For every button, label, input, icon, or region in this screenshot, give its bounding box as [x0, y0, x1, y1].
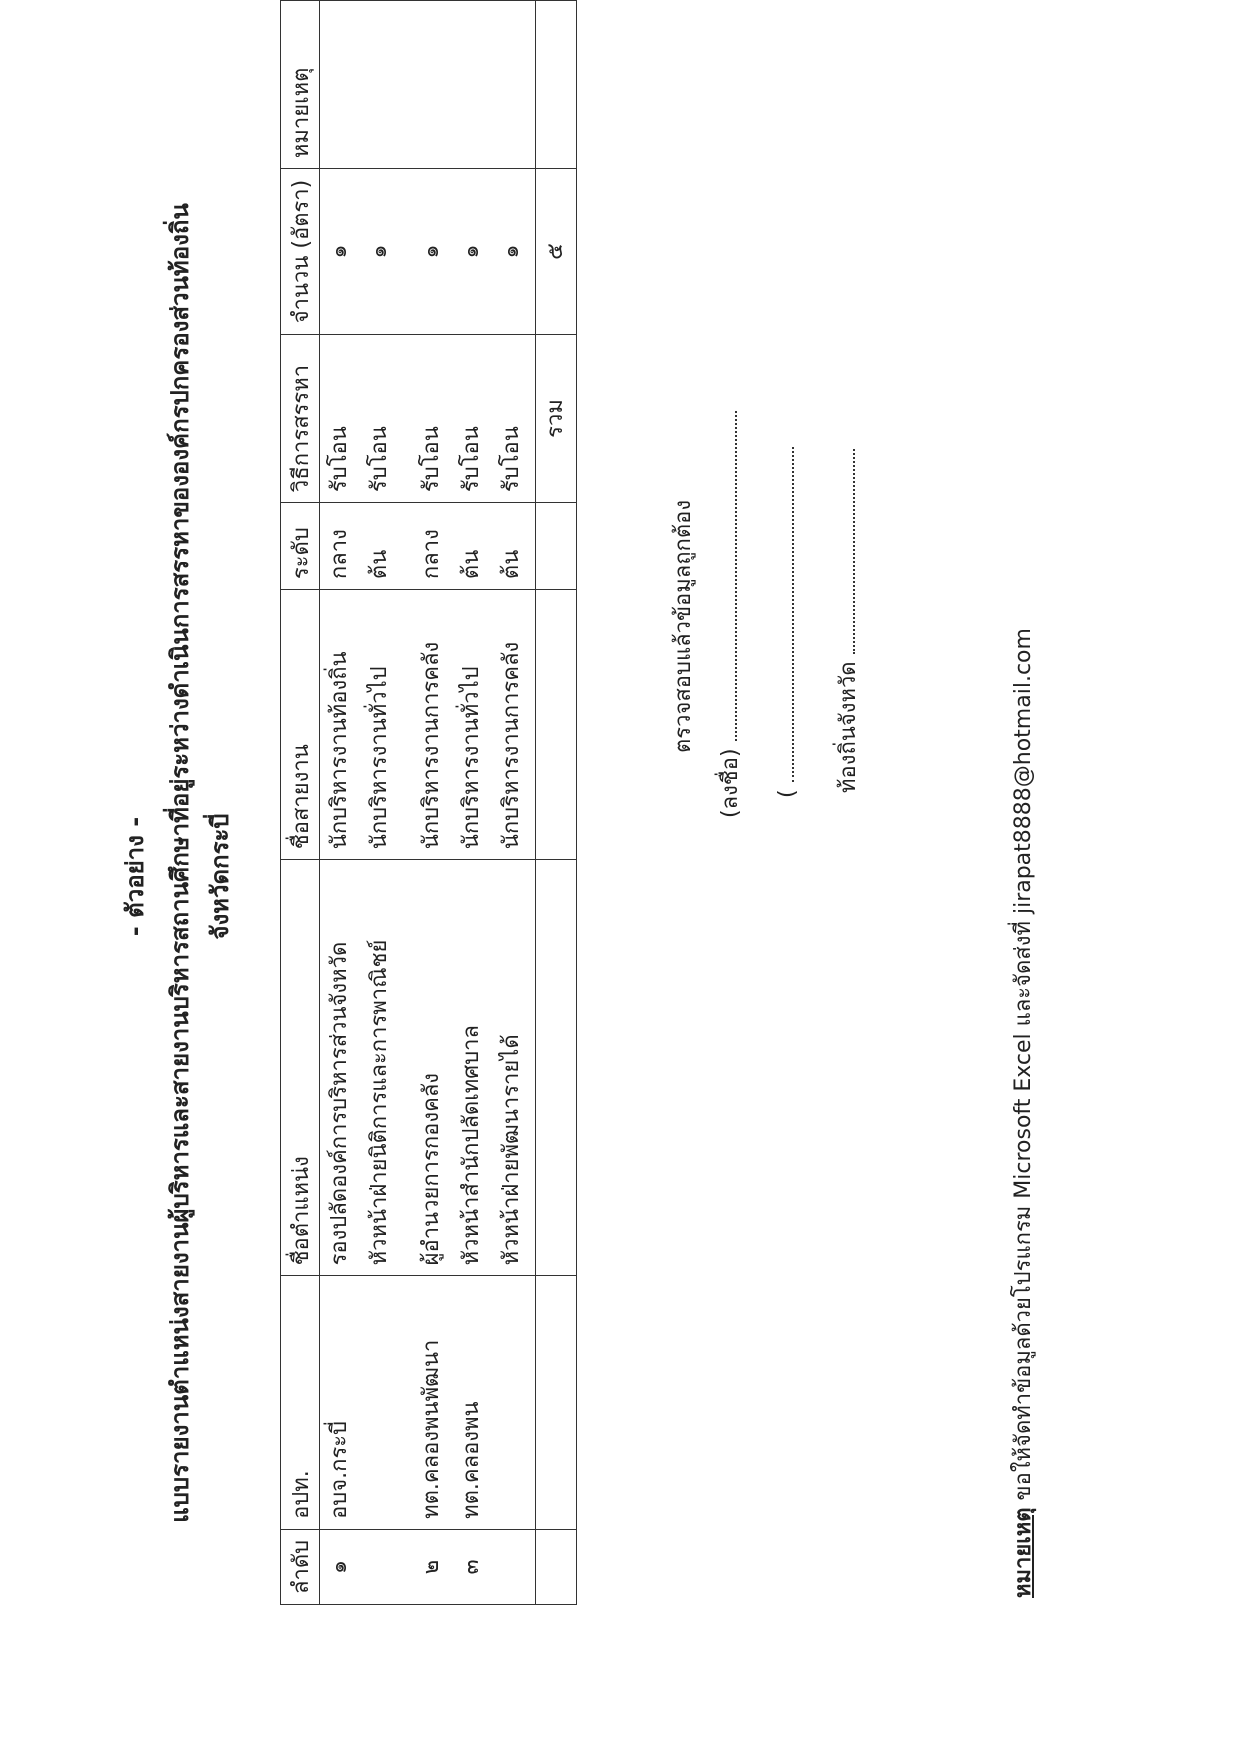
title-line [830, 449, 865, 793]
group-org: ทต.คลองพนพัฒนา [419, 1339, 444, 1519]
count-cell [320, 169, 536, 335]
group-no: ๓ [459, 1559, 484, 1575]
verify-statement: ตรวจสอบแล้วข้อมูลถูกต้อง [671, 499, 696, 753]
empty-cell [536, 860, 577, 1276]
level-value: กลาง [419, 529, 444, 580]
col-header-org: อปท. [281, 1276, 320, 1530]
col-header-position: ชื่อตำแหน่ง [281, 860, 320, 1276]
total-count: ๕ [536, 169, 577, 335]
total-row [536, 1, 577, 1605]
col-header-level: ระดับ [281, 503, 320, 590]
spacer [360, 1540, 412, 1594]
col-header-method: วิธีการสรรหา [281, 334, 320, 502]
spacer [360, 1286, 412, 1519]
total-label: รวม [536, 334, 577, 502]
title-label: ท้องถิ่นจังหวัด [836, 661, 861, 793]
empty-cell [536, 1, 577, 169]
count-value: ๑ [327, 244, 352, 259]
position-name: หัวหน้าสำนักปลัดเทศบาล [459, 1024, 484, 1266]
sign-label: (ลงชื่อ) [718, 748, 743, 818]
example-label: - ตัวอย่าง - [121, 816, 149, 937]
method-cell [320, 334, 536, 502]
province-label: จังหวัดกระบี่ [206, 813, 234, 940]
position-name: หัวหน้าฝ่ายนิติการและการพาณิชย์ [367, 939, 392, 1266]
recruitment-table [280, 0, 577, 1605]
empty-cell [536, 590, 577, 860]
col-header-line: ชื่อสายงาน [281, 590, 320, 860]
line-cell [320, 590, 536, 860]
report-title: แบบรายงานตำแหน่งสายงานผู้บริหารและสายงานบริหารสถานศึกษาที่อยู่ระหว่างดำเนินการสรรหาขององค์กรปกครองส่วนท้องถิ่น [166, 203, 194, 1523]
count-value: ๑ [367, 244, 392, 259]
table-header-row [281, 1, 320, 1605]
level-value: ต้น [367, 549, 392, 580]
footnote-text: ขอให้จัดทำข้อมูลด้วยโปรแกรม Microsoft Excel และจัดส่งที่ jirapat8888@hotmail.com [1011, 628, 1036, 1501]
count-value: ๑ [419, 244, 444, 259]
method-value: รับโอน [327, 426, 352, 493]
level-value: ต้น [459, 549, 484, 580]
note-cell [320, 1, 536, 169]
footnote [1005, 628, 1040, 1598]
signature-dots [715, 411, 737, 741]
position-name: ผู้อำนวยการกองคลัง [419, 1072, 444, 1266]
level-value: กลาง [327, 529, 352, 580]
col-header-no: ลำดับ [281, 1529, 320, 1604]
line-name: นักบริหารงานทั่วไป [367, 666, 392, 850]
level-cell [320, 503, 536, 590]
no-cell [320, 1529, 536, 1604]
title-dots [833, 449, 855, 654]
col-header-count: จำนวน (อัตรา) [281, 169, 320, 335]
line-name: นักบริหารงานท้องถิ่น [327, 651, 352, 850]
footnote-label: หมายเหตุ [1011, 1507, 1036, 1598]
method-value: รับโอน [499, 426, 524, 493]
line-name: นักบริหารงานทั่วไป [459, 666, 484, 850]
line-name: นักบริหารงานการคลัง [499, 641, 524, 850]
position-cell [320, 860, 536, 1276]
empty-cell [536, 1529, 577, 1604]
name-line [772, 447, 800, 798]
group-org: อบจ.กระบี่ [327, 1420, 352, 1519]
name-open-paren: ( [775, 789, 800, 798]
org-cell [320, 1276, 536, 1530]
position-name: รองปลัดองค์การบริหารส่วนจังหวัด [327, 941, 352, 1266]
position-name: หัวหน้าฝ่ายพัฒนารายได้ [499, 1034, 524, 1266]
method-value: รับโอน [367, 426, 392, 493]
empty-cell [536, 1276, 577, 1530]
name-dots [772, 447, 794, 782]
group-no: ๒ [419, 1559, 444, 1575]
signature-line [712, 411, 747, 818]
group-org: ทต.คลองพน [459, 1401, 484, 1519]
method-value: รับโอน [459, 426, 484, 493]
method-value: รับโอน [419, 426, 444, 493]
col-header-note: หมายเหตุ [281, 1, 320, 169]
level-value: ต้น [499, 549, 524, 580]
count-value: ๑ [459, 244, 484, 259]
group-no: ๑ [327, 1559, 352, 1574]
count-value: ๑ [499, 244, 524, 259]
line-name: นักบริหารงานการคลัง [419, 641, 444, 850]
table-body-row [320, 1, 536, 1605]
empty-cell [536, 503, 577, 590]
